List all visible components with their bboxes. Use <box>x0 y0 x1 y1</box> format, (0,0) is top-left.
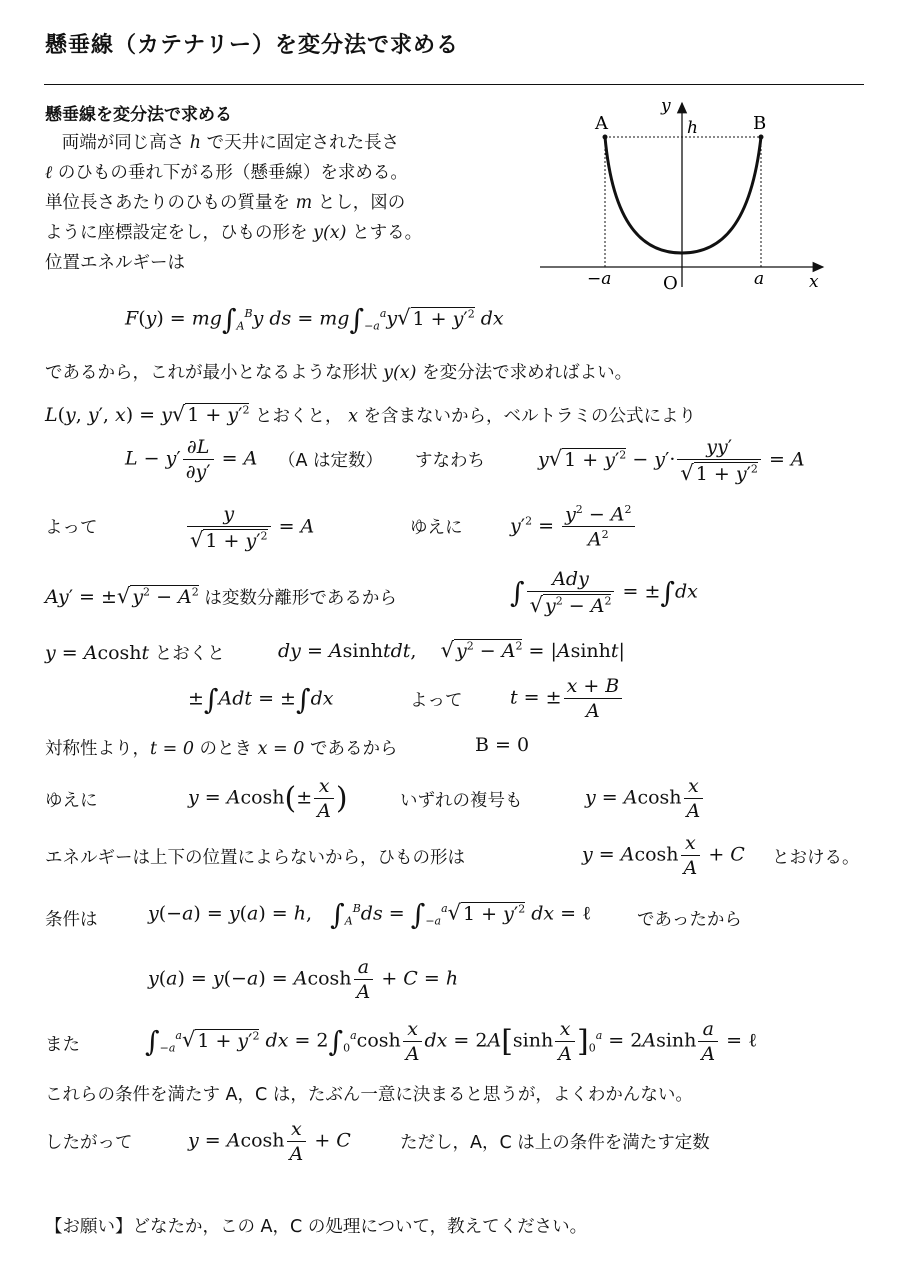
catenary-curve <box>605 137 761 253</box>
formula-final: y = Acosh $\frac{x}{A}$ + C <box>188 1118 351 1165</box>
text-yotte-1: よって <box>45 518 98 538</box>
label-a: a <box>754 269 765 289</box>
text-mata: また <box>45 1035 80 1055</box>
page-title: 懸垂線（カテナリー）を変分法で求める <box>45 33 460 58</box>
formula-t: t = ± $\frac{x + B}{A}$ <box>510 675 624 722</box>
formula-cosh-C: y = Acosh $\frac{x}{A}$ + C <box>582 832 745 879</box>
text-deattakara: であったから <box>637 910 742 930</box>
formula-yprime-squared: $y'^2$ = $\frac{y^2 - A^2}{A^2}$ <box>510 503 637 551</box>
intro-paragraph: 両端が同じ高さ h で天井に固定された長さ ℓ のひもの垂れ下がる形（懸垂線）を求める。 単位長さあたりのひもの質量を m とし，図の ように座標設定をし，ひもの形を y(x) とする。 位置エネルギーは <box>45 133 423 273</box>
formula-cosh: y = Acosh $\frac{x}{A}$ <box>585 775 705 822</box>
text-line-1: であるから，これが最小となるような形状 y(x) を変分法で求めればよい。 <box>45 363 633 383</box>
label-O: O <box>663 273 678 294</box>
label-B: B <box>753 113 767 134</box>
text-substitution: y = Acosht とおくと <box>45 642 225 664</box>
formula-integral-step: ±∫Adt = ±∫dx <box>188 683 334 716</box>
text-constants-note: ただし，A，C は上の条件を満たす定数 <box>400 1133 710 1153</box>
formula-separated-integral: ∫ $\frac{\text{Ady}}{√ y^2 - A^2}$ = ±∫dx <box>510 568 698 617</box>
point-B <box>759 135 764 140</box>
formula-condition-h: y(a) = y(−a) = Acosh $\frac{a}{A}$ + C = h <box>148 956 459 1003</box>
section-heading: 懸垂線を変分法で求める <box>45 105 232 125</box>
label-x: x <box>809 272 819 292</box>
formula-conditions: y(−a) = y(a) = h, $\int_A^Bds = \int_{-a}^a√$ $1 + y'^2$ dx = ℓ <box>148 898 592 931</box>
label-A: A <box>595 113 608 134</box>
formula-length: $\int_{-a}^a√$ $1 + y'^2$ dx = $2\int_0^a\cosh$ $\frac{x}{A}$ dx = 2A[sinh $\frac{x}{A}$ ]$_0^a = 2Asinh$ $\frac{a}{A}$ = ℓ <box>145 1018 758 1065</box>
formula-beltrami: L − y′ $\frac{\partial L}{\partial y'}$ = A <box>125 436 258 483</box>
formula-beltrami-expanded: y√ $1 + y'^2 - y'\cdot$ $\frac{yy'}{√ 1 + y'^2}$ = A <box>538 436 805 485</box>
formula-dy: dy = Asinhtdt, √ $y^2 - A^2 = |Asinht|$ <box>278 638 625 662</box>
catenary-figure <box>535 95 835 295</box>
text-yueni-2: ゆえに <box>45 791 98 811</box>
text-yotte-2: よって <box>410 691 463 711</box>
title-divider <box>44 84 864 85</box>
text-conditions: 条件は <box>45 910 98 930</box>
text-okeru: とおける。 <box>772 848 860 868</box>
text-either-sign: いずれの複号も <box>400 791 523 811</box>
beltrami-note: （A は定数） <box>278 451 384 471</box>
text-uncertain: これらの条件を満たす A，C は，たぶん一意に決まると思うが，よくわかんない。 <box>45 1085 693 1105</box>
formula-cosh-pm: y = Acosh(± $\frac{x}{A}$ ) <box>188 775 348 822</box>
text-symmetry: 対称性より，t = 0 のとき x = 0 であるから <box>45 739 398 759</box>
text-line-2: L(y, y′, x) = y√ $1 + y'^2$ とおくと， x を含まないから，ベルトラミの公式により <box>45 402 697 427</box>
formula-ratio: $\frac{y}{√ 1 + y'^2}$ = A <box>185 503 314 552</box>
text-sunawachi: すなわち <box>415 451 485 471</box>
label-neg-a: −a <box>587 269 612 289</box>
text-separable: Ay′ = ±√ $y^2 - A^2$ は変数分離形であるから <box>45 584 397 609</box>
formula-B-zero: B = 0 <box>475 734 530 756</box>
text-energy-shift: エネルギーは上下の位置によらないから，ひもの形は <box>45 848 465 868</box>
text-yueni-1: ゆえに <box>410 518 463 538</box>
formula-energy: $F(y) = mg\int_A^By$ ds = $mg\int_{-a}^ay√$ $1 + y'^2$ dx <box>125 303 504 336</box>
request-note: 【お願い】どなたか，この A，C の処理について，教えてください。 <box>45 1217 588 1237</box>
point-A <box>603 135 608 140</box>
label-h: h <box>687 118 698 138</box>
label-y: y <box>661 96 671 116</box>
text-therefore: したがって <box>45 1133 133 1153</box>
